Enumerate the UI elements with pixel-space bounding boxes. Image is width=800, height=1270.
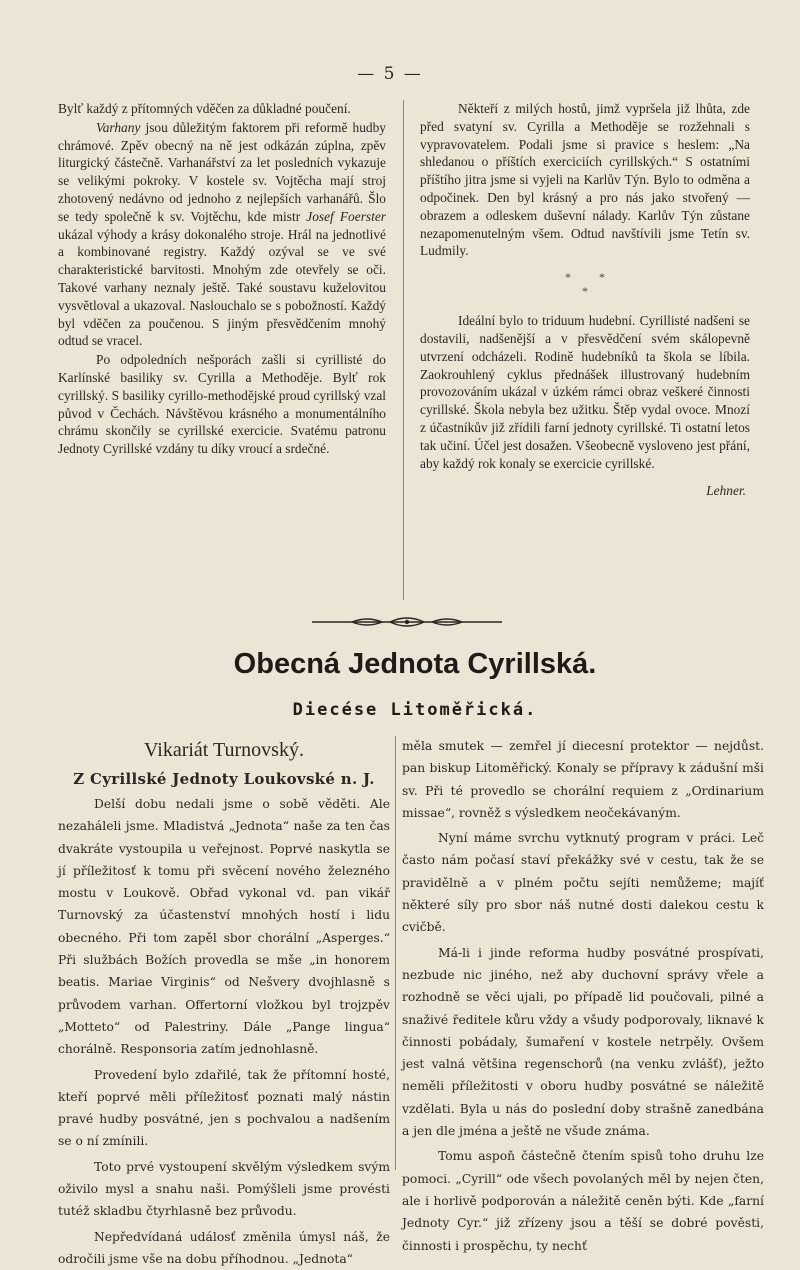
emphasized-text: Varhany <box>96 119 141 135</box>
bottom-left-column <box>58 735 390 1270</box>
separator-star: * <box>565 270 571 285</box>
paragraph-text: Má-li i jinde reforma hudby posvátné prospívati, nezbude nic jiného, než aby duchovní správy vřele a rozhodně se věci ujali, po případě lid poučovali, pilné a snaživé ředitele kůru vždy a všudy podporovaly, liknavé k činnosti pobádaly, šumaření v kostele netrpěly. Ovšem jest valná většina regenschorů (na venku zvlášť), ježto neměli příležitosti v oboru hudby posvátné se náležitě vzdělati. Byla u nás do poslední doby strašně zanedbána a jen dle jména a ještě ne všude známa. <box>402 945 764 1139</box>
paragraph-text: Bylť každý z přítomných vděčen za důkladné poučení. <box>58 101 351 116</box>
paragraph <box>58 351 386 458</box>
bottom-left-paragraphs <box>58 793 390 1270</box>
top-right-column <box>420 100 750 500</box>
top-left-column <box>58 100 386 458</box>
paragraph <box>402 1145 764 1256</box>
paragraph <box>420 312 750 472</box>
paragraph <box>58 1064 390 1153</box>
ornament-divider-icon <box>312 614 502 630</box>
paragraph-text: Po odpoledních nešporách zašli si cyrillisté do Karlínské basiliky sv. Cyrilla a Methoděje. Bylť rok cyrillský. S basiliky cyrillo-methodějské proud cyrillský vzal původ v Čechách. Návštěvou krásného a monumentálního chrámu skončily se cyrillské exercicie. Svatému patronu Jednoty Cyrillské vzdány tu díky vroucí a srdečné. <box>58 352 386 457</box>
top-right-paragraphs <box>420 100 750 260</box>
paragraph-text: jsou důležitým faktorem při reformě hudby chrámové. Zpěv obecný na ně jest odkázán zúplna, zpěv liturgický částečně. Varhanářství za let posledních vykazuje se velikými pokroky. V kostele sv. Vojtěcha mají stroj zhotovený nedávno od jednoho z nejlepších varhanářů. Šlo se tedy společně k sv. Vojtěchu, kde mistr <box>58 119 386 224</box>
paragraph <box>58 100 386 118</box>
paragraph-text: Toto prvé vystoupení skvělým výsledkem svým oživilo mysl a snahu naši. Pomýšleli jsme provésti tutéž skladbu čtyrhlasně bez průvodu. <box>58 1159 390 1219</box>
column-divider <box>403 100 404 600</box>
column-divider <box>395 736 396 1170</box>
vicariate-heading: Vikariát Turnovský. <box>144 739 304 761</box>
paragraph-text: Nepředvídaná událosť změnila úmysl náš, že odročili jsme vše na dobu příhodnou. „Jednota“ <box>58 1229 390 1266</box>
paragraph <box>58 1156 390 1223</box>
paragraph-text: Delší dobu nedali jsme o sobě věděti. Ale nezaháleli jsme. Mladistvá „Jednota“ naše za ten čas dvakráte vystoupila u veřejnost. Poprvé naskytla se jí příležitosť k tomu při svěcení nového železného mostu v Loukově. Obřad vykonal vd. pan vikář Turnovský za účastenství mnohých hostí i lidu obecného. Při tom zapěl sbor chorální „Asperges.“ Při službách Božích provedla se mše „in honorem beatis. Mariae Virginis“ od Nešvery dvojhlasně s průvodem varhan. Offertorní vložkou byl trojzpěv „Motteto“ od Palestriny. Dále „Pange lingua“ chorálně. Responsoria zatím jednohlasně. <box>58 797 390 1057</box>
paragraph-text: Provedení bylo zdařilé, tak že přítomní hosté, kteří poprvé měli příležitosť poznati malý nástin pravé hudby posvátné, jen s pochvalou a nadšením se o ní zmínili. <box>58 1067 390 1149</box>
top-right-paragraphs-after <box>420 312 750 472</box>
separator-star: * <box>582 284 588 299</box>
page-number: — 5 — <box>357 64 423 84</box>
section-title: Obecná Jednota Cyrillská. <box>233 648 597 680</box>
paragraph <box>402 942 764 1143</box>
paragraph-text: Někteří z milých hostů, jimž vypršela již lhůta, zde před svatyní sv. Cyrilla a Methoděje se rozžehnali s vypravovatelem. Podali jsme si pravice s heslem: „Na shledanou o příštích exerciciích cyrillských.“ S ostatními příštího jitra jsme si vyjeli na Karlův Týn. Bylo to odměna a odpočinek. Den byl krásný a pro nás jako stvořený — obrazem a odleskem duševní nálady. Karlův Týn zůstane nezapomenutelným všem. Odtud navštívili jsme Tetín sv. Ludmily. <box>420 101 750 259</box>
bottom-right-column <box>402 735 764 1257</box>
paragraph <box>402 827 764 938</box>
paragraph <box>420 100 750 260</box>
paragraph <box>58 1226 390 1270</box>
section-separator <box>420 270 750 298</box>
paragraph <box>402 735 764 824</box>
section-subtitle: Diecése Litoměřická. <box>292 700 538 720</box>
paragraph <box>58 119 386 350</box>
author-signature: Lehner. <box>706 483 746 499</box>
paragraph-text: ukázal výhody a krásy dokonalého stroje. Hrál na jednotlivé a kombinované registry. Každý ozýval se ve své charakteristické barvitosti. Mnohým zde otevřely se oči. Takové varhany neznaly ještě. Také soustavu kuželovitou vysvětloval a ukazoval. Naslouchalo se s pobožností. Každý byl vděčen za poučenou. S jiným přesvědčením mnohý odtud se vracel. <box>58 226 386 349</box>
paragraph-text: Tomu aspoň částečně čtením spisů toho druhu lze pomoci. „Cyrill“ ode všech povolaných měl by nejen čten, ale i horlivě podporován a náležitě ceněn býti. Kde „farní Jednoty Cyr.“ již zřízeny jsou a těší se dobré pověsti, činnosti i prospěchu, ty nechť <box>402 1149 764 1253</box>
paragraph-text: Ideální bylo to triduum hudební. Cyrillisté nadšeni se dostavili, nadšenější a v přesvědčení svém skálopevně utvrzení odcházeli. Rodině hudebníků ta škola se líbila. Zaokrouhlený cyklus přednášek illustrovaný hudebním provozováním ukázal v úzkém rámci obraz veškeré činnosti cyrillské. Škola nebyla bez užitku. Štěp vydal ovoce. Mnozí z účastníkův již zřídili farní jednoty cyrillské. Ti ostatní letos tak učiní. Účel jest dosažen. Všeobecně vysloveno jest přání, aby každý rok konaly se exercicie cyrillské. <box>420 313 750 471</box>
paragraph-text: Nyní máme svrchu vytknutý program v práci. Leč často nám počasí staví překážky své v cestu, tak že se pravidělně a v plném počtu sejíti nemůžeme; majíť některé síly pro sbor náš nutné dosti dalekou cestu k cvičbě. <box>402 831 764 935</box>
paragraph-text: měla smutek — zemřel jí diecesní protektor — nejdůst. pan biskup Litoměřický. Konaly se přípravy k zádušní mši sv. Při té provedlo se chorální requiem z „Ordinarium missae“, rovněž s výsledkem neočekávaným. <box>402 739 764 820</box>
article-heading: Z Cyrillské Jednoty Loukovské n. J. <box>73 770 375 788</box>
paragraph <box>58 793 390 1061</box>
emphasized-text: Josef Foerster <box>306 208 386 224</box>
separator-star: * <box>599 270 605 285</box>
